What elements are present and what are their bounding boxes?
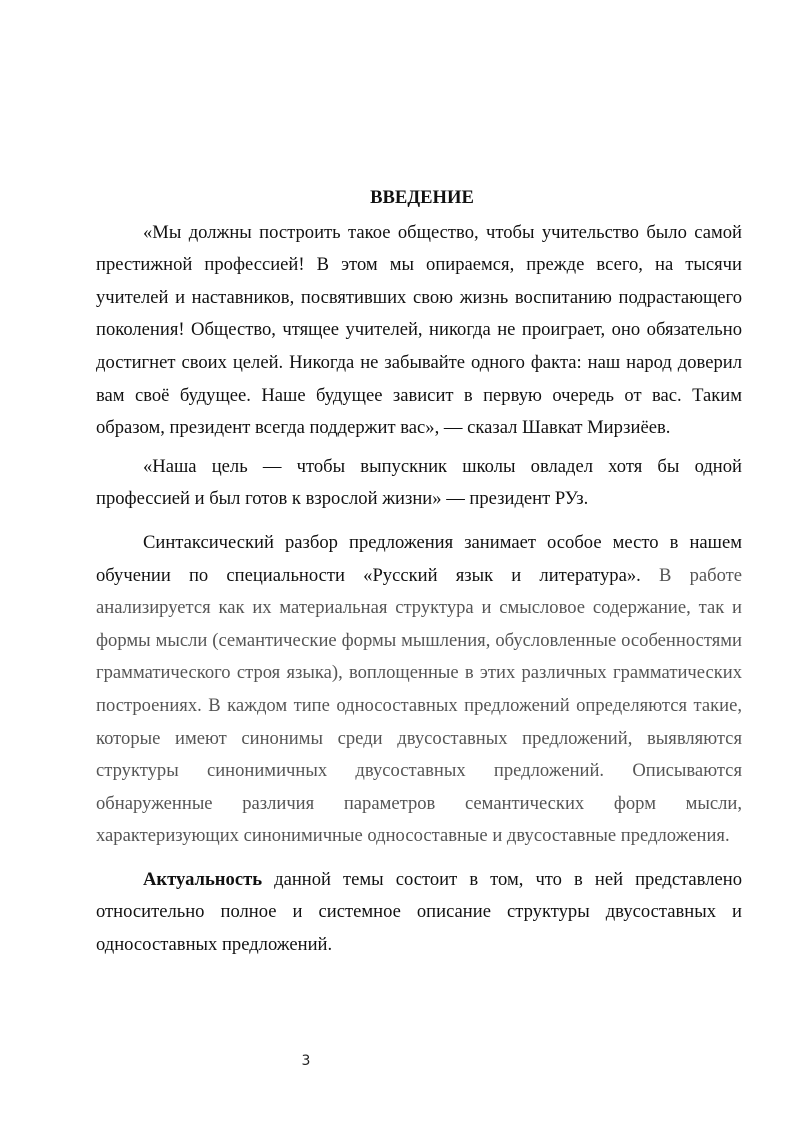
paragraph-text: данной темы состоит в том, что в ней представлено относительно полное и системное описание структуры двусоставных и односоставных предложений.: [96, 868, 742, 956]
page-number: 3: [301, 1053, 311, 1069]
paragraph-text: «Наша цель — чтобы выпускник школы овладел хотя бы одной профессией и был готов к взрослой жизни» — президент РУз.: [96, 455, 742, 510]
paragraph-text: «Мы должны построить такое общество, чтобы учительство было самой престижной профессией! В этом мы опираемся, прежде всего, на тысячи учителей и наставников, посвятивших свою жизнь воспитанию подрастающего поколения! Общество, чтящее учителей, никогда не проиграет, оно обязательно достигнет своих целей. Никогда не забывайте одного факта: наш народ доверил вам своё будущее. Наше будущее зависит в первую очередь от вас. Таким образом, президент всегда поддержит вас», — сказал Шавкат Мирзиёев.: [96, 221, 742, 439]
document-body: [96, 182, 742, 962]
paragraph-relevance: [96, 864, 742, 962]
paragraph-syntax-analysis: [96, 527, 742, 853]
paragraph-text: Синтаксический разбор предложения занимает особое место в нашем обучении по специальности «Русский язык и литература».: [96, 531, 742, 586]
paragraph-text-gray: В работе анализируется как их материальная структура и смысловое содержание, так и формы мысли (семантические формы мышления, обусловленные особенностями грамматического строя языка), воплощенные в этих различных грамматических построениях. В каждом типе односоставных предложений определяются такие, которые имеют синонимы среди двусоставных предложений, выявляются структуры синонимичных двусоставных предложений. Описываются обнаруженные различия параметров семантических форм мысли, характеризующих синонимичные односоставные и двусоставные предложения.: [96, 564, 743, 847]
paragraph-quote-mirziyoyev: [96, 217, 742, 445]
section-heading: ВВЕДЕНИЕ: [370, 187, 474, 208]
paragraph-quote-president: [96, 451, 742, 516]
relevance-term: Актуальность: [143, 868, 263, 890]
